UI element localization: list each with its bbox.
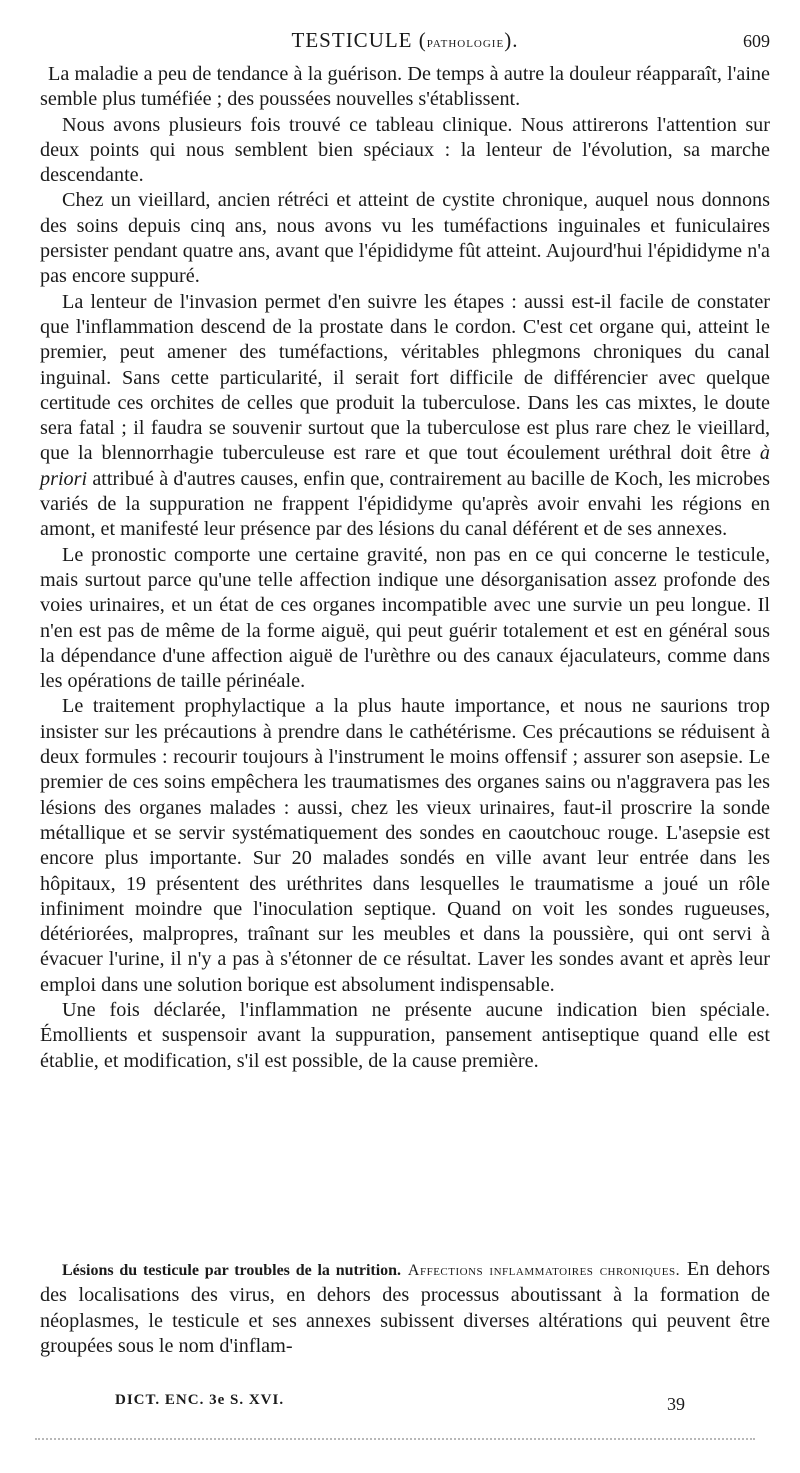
paragraph-vieillard: Chez un vieillard, ancien rétréci et atteint de cystite chronique, auquel nous donnons des soins depuis cinq ans, nous avons vu les tuméfactions inguinales et funiculaires persister pendant quatre ans, avant que l'épididyme fût atteint. Aujourd'hui l'épididyme n'a pas encore suppuré. — [40, 189, 770, 288]
running-title-end: ). — [504, 28, 519, 52]
section-paragraph — [40, 1257, 770, 1359]
section-subheading: Affections inflammatoires chroniques. — [407, 1262, 681, 1279]
body-text — [40, 62, 770, 1074]
running-title-main: TESTICULE ( — [291, 28, 427, 52]
section-text: En dehors des localisations des virus, en dehors des processus aboutissant à la formation de néoplasmes, le testicule et ses annexes subissent diverses altérations qui peuvent être groupées sous le nom d'inflam- — [40, 1258, 771, 1357]
section-lesions — [40, 1257, 770, 1359]
bottom-rule — [35, 1438, 755, 1440]
section-heading: Lésions du testicule par troubles de la nutrition. — [62, 1262, 402, 1279]
page-footer — [115, 1392, 685, 1418]
paragraph-lenteur — [40, 290, 770, 543]
paragraph-maladie: La maladie a peu de tendance à la guérison. De temps à autre la douleur réapparaît, l'aine semble plus tuméfiée ; des poussées nouvelles s'établissent. — [40, 63, 770, 111]
running-title — [40, 28, 770, 53]
paragraph-traitement: Le traitement prophylactique a la plus haute importance, et nous ne saurions trop insister sur les précautions à prendre dans le cathétérisme. Ces précautions se réduisent à deux formules : recourir toujours à l'instrument le moins offensif ; assurer son asepsie. Le premier de ces soins empêchera les traumatismes des organes sains ou n'aggravera pas les lésions des organes malades : aussi, chez les vieux urinaires, faut-il proscrire la sonde métallique et se servir systématiquement des sondes en caoutchouc rouge. L'asepsie est encore plus importante. Sur 20 malades sondés en ville avant leur entrée dans les hôpitaux, 19 présentent des uréthrites dans lesquelles le traumatisme a joué un rôle infiniment moindre que l'inoculation septique. Quand on voit les sondes rugueuses, détériorées, malpropres, traînant sur les meubles et dans la poussière, qui ont servi à évacuer l'urine, il n'y a pas à s'étonner de ce résultat. Laver les sondes avant et après leur emploi dans une solution borique est absolument indispensable. — [40, 695, 770, 996]
footer-sheet-number: 39 — [667, 1394, 685, 1414]
paragraph-pronostic: Le pronostic comporte une certaine gravité, non pas en ce qui concerne le testicule, mais surtout parce qu'une telle affection indique une désorganisation assez profonde des voies urinaires, et un état de ces organes incompatible avec une survie un peu longue. Il n'en est pas de même de la forme aiguë, qui peut guérir totalement et est en général sous la dépendance d'une affection aiguë de l'urèthre ou des canaux éjaculateurs, comme dans les opérations de taille périnéale. — [40, 543, 770, 693]
paragraph-lenteur-italic: à priori — [40, 442, 770, 490]
paragraph-tableau-clinique: Nous avons plusieurs fois trouvé ce tableau clinique. Nous attirerons l'attention sur deux points qui nous semblent bien spéciaux : la lenteur de l'évolution, sa marche descendante. — [40, 113, 770, 187]
paragraph-lenteur-text-a: La lenteur de l'invasion permet d'en suivre les étapes : aussi est-il facile de constater que l'inflammation descend de la prostate dans le cordon. C'est cet organe qui, atteint le premier, peut amener des tuméfactions, véritables phlegmons chroniques du canal inguinal. Sans cette particularité, il serait fort difficile de différencier avec quelque certitude ces orchites de celles que produit la tuberculose. Dans les cas mixtes, le doute sera fatal ; il faudra se souvenir surtout que la tuberculose est plus rare chez le vieillard, que la blennorrhagie tuberculeuse est rare et que tout écoulement uréthral doit être — [40, 290, 770, 465]
paragraph-inflammation-declaree: Une fois déclarée, l'inflammation ne présente aucune indication bien spéciale. Émollients et suspensoir avant la suppuration, pansement antiseptique quand elle est établie, et modification, s'il est possible, de la cause première. — [40, 998, 770, 1072]
running-head — [40, 28, 770, 58]
page-number: 609 — [743, 31, 770, 51]
paragraph-lenteur-text-b: attribué à d'autres causes, enfin que, contrairement au bacille de Koch, les microbes variés de la suppuration ne frappent l'épididyme qu'après avoir envahi les régions en amont, et manifesté leur présence par des lésions du canal déférent et de ses annexes. — [40, 467, 770, 541]
running-title-subject: pathologie — [426, 35, 505, 51]
footer-signature: DICT. ENC. 3e S. XVI. — [115, 1392, 285, 1408]
